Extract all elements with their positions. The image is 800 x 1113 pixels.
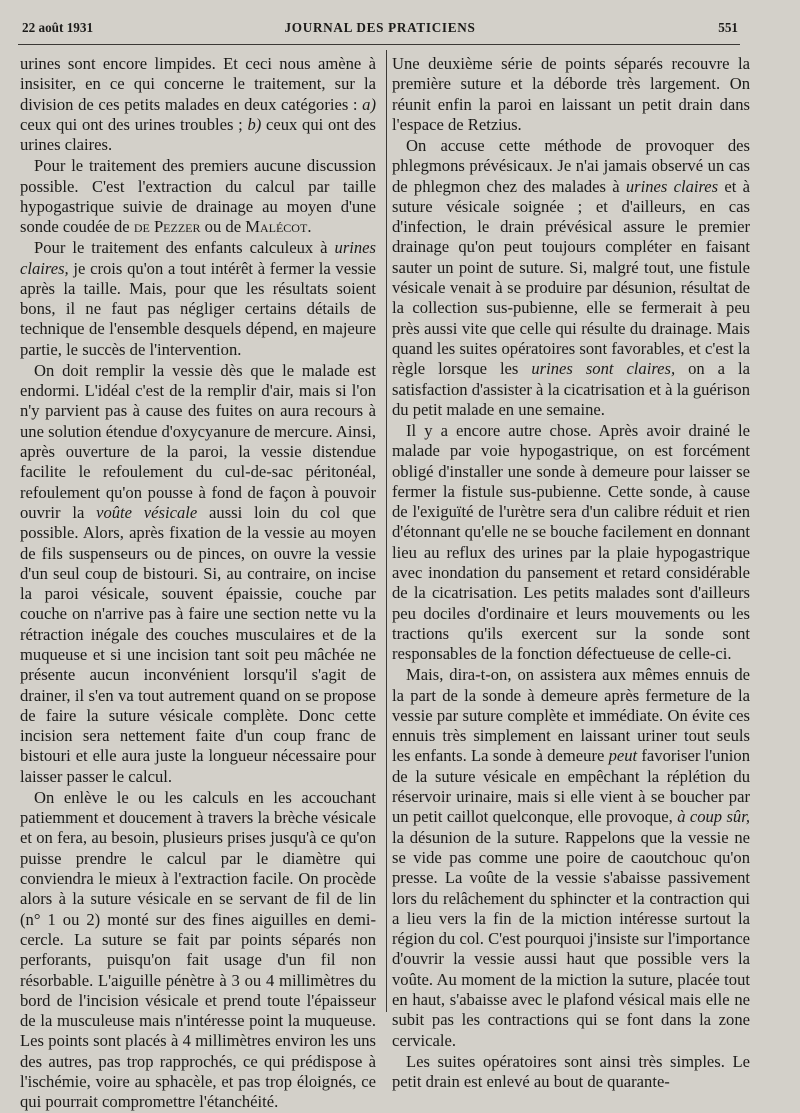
paragraph: Les suites opératoires sont ainsi très simples. Le petit drain est enlevé au bout de quarante- bbox=[392, 1051, 750, 1092]
running-header bbox=[22, 20, 738, 38]
author-name: de Pezzer bbox=[133, 217, 201, 237]
paragraph: On enlève le ou les calculs en les accouchant patiemment et doucement à travers la brèche vésicale et on fera, au besoin, plusieurs prises jusqu'à ce qu'on puisse prendre le calcul par le diamètre qui conviendra le mieux à l'extraction facile. On procède alors à la suture vésicale en se servant de fil de lin (n° 1 ou 2) monté sur des fines aiguilles en demi-cercle. La suture se fait par points séparés non perforants, puisqu'on fait usage d'un fil non résorbable. L'aiguille pénètre à 3 ou 4 millimètres du bord de l'incision vésicale et prend toute l'épaisseur de la musculeuse mais n'intéresse point la muqueuse. Les points sont placés à 4 millimètres environ les uns des autres, pas trop rapprochés, ce qui prédispose à l'ischémie, voire au sphacèle, et pas trop éloignés, ce qui pourrait compromettre l'étanchéité. bbox=[20, 787, 376, 1112]
journal-title: JOURNAL DES PRATICIENS bbox=[284, 20, 476, 35]
header-date: 22 août 1931 bbox=[22, 20, 94, 35]
paragraph: Mais, dira-t-on, on assistera aux mêmes ennuis de la part de la sonde à demeure après fermeture de la vessie par suture complète et immédiate. On évite ces ennuis très simplement en laissant uriner tout seuls les enfants. La sonde à demeure peut favoriser l'union de la suture vésicale en empêchant la réplétion du réservoir urinaire, mais si elle vient à se boucher par un petit caillot quelconque, elle provoque, à coup sûr, la désunion de la suture. Rappelons que la vessie ne se vide pas comme une poire de caoutchouc qu'on presse. La voûte de la vessie s'abaisse passivement lors du relâchement du sphincter et la contraction qui a lieu vers la fin de la miction intéresse surtout la région du col. C'est pourquoi j'insiste sur l'importance d'ouvrir la vessie aussi haut que possible vers la voûte. Au moment de la miction la suture, placée tout en haut, s'abaisse avec le plafond vésical mais elle ne subit pas les contractions qui se font dans la zone cervicale. bbox=[392, 665, 751, 1050]
paragraph: urines sont encore limpides. Et ceci nous amène à insisiter, en ce qui concerne le traitement, sur la division de ces petits malades en deux catégories : a) ceux qui ont des urines troubles ; b) ceux qui ont des urines claires. bbox=[20, 54, 376, 155]
paragraph: On doit remplir la vessie dès que le malade est endormi. L'idéal c'est de la remplir d'air, mais si l'on n'y parvient pas à cause des fuites on aura recours à une solution étendue d'oxycyanure de mercure. Ainsi, après ouverture de la paroi, la vessie distendue facilite le refoulement du cul-de-sac péritonéal, refoulement qu'on pousse à fond de façon à pouvoir ouvrir la voûte vésicale aussi loin du col que possible. Alors, après fixation de la vessie au moyen de fils suspenseurs ou de pinces, on ouvre la vessie d'un seul coup de bistouri. Si, au contraire, on incise la paroi vésicale, souvent épaissie, couche par couche on n'arrive pas à faire une section nette vu la rétraction inégale des couches musculaires et de la muqueuse et si une incision tant soit peu mâchée ne présente aucun inconvénient lorsqu'il s'agit de drainer, il s'en va tout autrement quand on se propose de faire la suture vésicale complète. Donc cette incision sera nettement faite d'un coup franc de bistouri et elle aura juste la longueur nécessaire pour laisser passer le calcul. bbox=[20, 360, 376, 786]
paragraph: Il y a encore autre chose. Après avoir drainé le malade par voie hypogastrique, on est forcément obligé d'installer une sonde à demeure pour laisser se fermer la fistule sus-pubienne. Cette sonde, à cause de l'exiguïté de l'urètre sera d'un calibre réduit et rien d'étonnant qu'elle ne se bouche facilement en donnant lieu au reflux des urines par la plaie hypogastrique avec inondation du pansement et retard considérable de la cicatrisation. Les petits malades sont d'ailleurs peu dociles d'ordinaire et leurs mouvements ou les tractions qu'ils exercent sur la sonde sont responsables de la fonction défectueuse de celle-ci. bbox=[392, 420, 750, 664]
paragraph: Pour le traitement des premiers aucune discussion possible. C'est l'extraction du calcul par taille hypogastrique suivie de drainage au moyen d'une sonde coudée de de Pezzer ou de Malécot. bbox=[20, 156, 376, 237]
author-name: Malécot bbox=[245, 217, 308, 237]
header-rule bbox=[18, 44, 740, 45]
right-column bbox=[392, 54, 750, 1092]
paragraph: On accuse cette méthode de provoquer des phlegmons prévésicaux. Je n'ai jamais observé un cas de phlegmon chez des malades à urines claires et à suture vésicale soignée ; et d'ailleurs, en cas d'infection, le drain prévésical assure le premier drainage qu'on peut toujours compléter en faisant sauter un point de suture. Si, malgré tout, une fistule vésicale venait à se produire par désunion, résultat de la collection sus-pubienne, elle se fermerait à peu près aussi vite que celle qui résulte du drainage. Mais quand les suites opératoires sont favorables, et c'est la règle lorsque les urines sont claires, on a la satisfaction d'assister à la cicatrisation et à la guérison du petit malade en une semaine. bbox=[392, 135, 751, 419]
left-column bbox=[20, 54, 376, 1113]
column-divider bbox=[386, 50, 387, 1012]
page-number: 551 bbox=[718, 20, 738, 35]
paragraph: Une deuxième série de points séparés recouvre la première suture et la déborde très largement. On réunit enfin la paroi en laissant un petit drain dans l'espace de Retzius. bbox=[392, 54, 750, 134]
paragraph: Pour le traitement des enfants calculeux à urines claires, je crois qu'on a tout intérêt à fermer la vessie après la taille. Mais, pour que les résultats soient bons, il ne faut pas négliger certains détails de technique de l'ensemble desquels dépend, en majeure partie, le succès de l'intervention. bbox=[20, 238, 376, 359]
